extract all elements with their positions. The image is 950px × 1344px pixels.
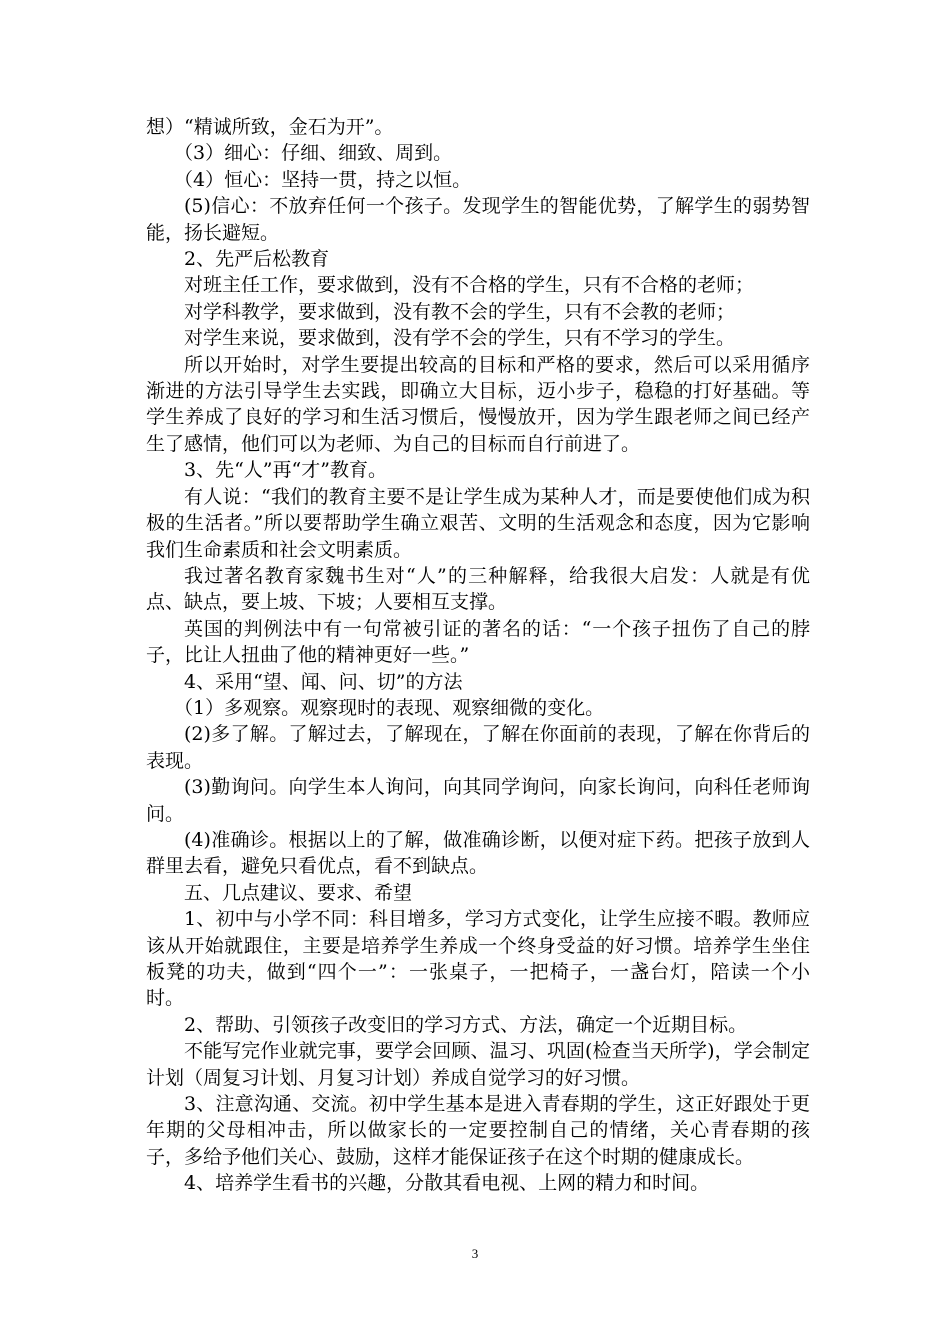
paragraph: 有人说：“我们的教育主要不是让学生成为某种人才，而是要使他们成为积极的生活者。”所以要帮助学生确立艰苦、文明的生活观念和态度，因为它影响我们生命素质和社会文明素质。 xyxy=(146,485,810,561)
document-body xyxy=(146,114,810,1197)
paragraph: （4）恒心：坚持一贯，持之以恒。 xyxy=(174,168,472,191)
paragraph: (3)勤询问。向学生本人询问，向其同学询问，向家长询问，向科任老师询问。 xyxy=(146,776,810,825)
paragraph: 不能写完作业就完事，要学会回顾、温习、巩固(检查当天所学)，学会制定计划（周复习计划、月复习计划）养成自觉学习的好习惯。 xyxy=(146,1040,810,1089)
paragraph: (5)信心：不放弃任何一个孩子。发现学生的智能优势，了解学生的弱势智能，扬长避短。 xyxy=(146,195,810,244)
paragraph: 我过著名教育家魏书生对“人”的三种解释，给我很大启发：人就是有优点、缺点，要上坡、下坡；人要相互支撑。 xyxy=(146,564,810,614)
section-heading: 2、先严后松教育 xyxy=(184,248,330,271)
section-heading: 3、先“人”再“才”教育。 xyxy=(184,459,387,482)
paragraph: 4、培养学生看书的兴趣，分散其看电视、上网的精力和时间。 xyxy=(184,1172,710,1195)
paragraph: (2)多了解。了解过去，了解现在，了解在你面前的表现，了解在你背后的表现。 xyxy=(146,723,810,772)
paragraph: 对学生来说，要求做到，没有学不会的学生，只有不学习的学生。 xyxy=(184,327,736,350)
page-number: 3 xyxy=(471,1246,479,1261)
paragraph: 1、初中与小学不同：科目增多，学习方式变化，让学生应接不暇。教师应该从开始就跟住，主要是培养学生养成一个终身受益的好习惯。培养学生坐住板凳的功夫，做到“四个一”：一张桌子，一把椅子，一盏台灯，陪读一个小时。 xyxy=(146,908,810,1010)
section-heading: 五、几点建议、要求、希望 xyxy=(184,881,413,904)
paragraph: 对班主任工作，要求做到，没有不合格的学生，只有不合格的老师； xyxy=(184,274,755,297)
paragraph: 3、注意沟通、交流。初中学生基本是进入青春期的学生，这正好跟处于更年期的父母相冲击，所以做家长的一定要控制自己的情绪，关心青春期的孩子，多给予他们关心、鼓励，这样才能保证孩子在这个时期的健康成长。 xyxy=(146,1093,810,1168)
paragraph: 所以开始时，对学生要提出较高的目标和严格的要求，然后可以采用循序渐进的方法引导学生去实践，即确立大目标，迈小步子，稳稳的打好基础。等学生养成了良好的学习和生活习惯后，慢慢放开，因为学生跟老师之间已经产生了感情，他们可以为老师、为自己的目标而自行前进了。 xyxy=(146,353,810,455)
paragraph: 对学科教学，要求做到，没有教不会的学生，只有不会教的老师； xyxy=(184,300,736,323)
paragraph: 想）“精诚所致，金石为开”。 xyxy=(146,116,394,138)
paragraph: 2、帮助、引领孩子改变旧的学习方式、方法，确定一个近期目标。 xyxy=(184,1013,748,1036)
section-heading: 4、采用“望、闻、问、切”的方法 xyxy=(184,670,463,693)
paragraph: 英国的判例法中有一句常被引证的著名的话：“一个孩子扭伤了自己的脖子，比让人扭曲了他的精神更好一些。” xyxy=(146,617,810,667)
paragraph: （3）细心：仔细、细致、周到。 xyxy=(174,142,453,165)
paragraph: (4)准确诊。根据以上的了解，做准确诊断，以便对症下药。把孩子放到人群里去看，避免只看优点，看不到缺点。 xyxy=(146,828,810,878)
paragraph: （1）多观察。观察现时的表现、观察细微的变化。 xyxy=(174,696,605,719)
